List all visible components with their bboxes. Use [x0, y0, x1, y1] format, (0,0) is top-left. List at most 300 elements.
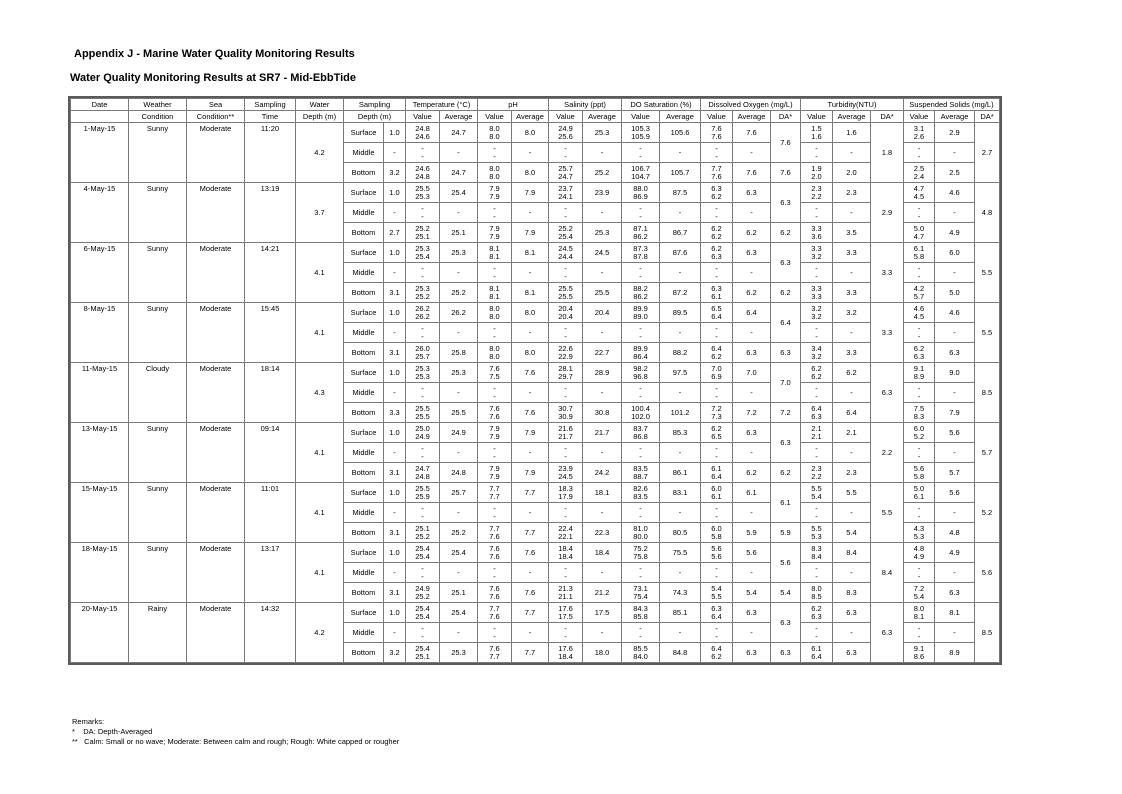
temperature-average-cell: 26.2	[440, 303, 478, 323]
turbidity-average-cell: 6.2	[833, 363, 871, 383]
ph-value-cell-reading: -	[493, 571, 496, 581]
depth-label-cell: Middle	[344, 503, 384, 523]
turbidity-value-cell-reading: 6.2	[811, 363, 822, 373]
salinity-value-cell-reading: 20.4	[558, 303, 573, 313]
do-saturation-average-cell: 75.5	[660, 543, 701, 563]
column-header: pH	[478, 99, 549, 111]
table-row	[71, 543, 1000, 563]
do-saturation-average-cell: 87.6	[660, 243, 701, 263]
ph-average-cell: 8.1	[512, 283, 549, 303]
do-saturation-value-cell-reading: 86.2	[633, 231, 648, 241]
ph-value-cell	[478, 483, 512, 503]
suspended-solids-value-cell-reading: 5.7	[913, 291, 925, 301]
turbidity-value-cell	[801, 163, 833, 183]
turbidity-value-cell-reading: -	[815, 211, 818, 221]
depth-label-cell: Surface	[344, 123, 384, 143]
suspended-solids-average-cell: 4.9	[935, 543, 975, 563]
suspended-solids-average-cell: 8.9	[935, 643, 975, 663]
salinity-value-cell-reading: -	[564, 623, 567, 633]
ph-value-cell	[478, 163, 512, 183]
suspended-solids-value-cell	[904, 323, 935, 343]
turbidity-value-cell-reading: -	[815, 331, 818, 341]
depth-label-cell: Surface	[344, 303, 384, 323]
dissolved-oxygen-value-cell-reading: 7.6	[711, 123, 722, 133]
sampling-depth-cell: 3.3	[384, 403, 406, 423]
sampling-depth-cell: 3.1	[384, 523, 406, 543]
do-saturation-value-cell-reading: 89.9	[633, 303, 648, 313]
suspended-solids-average-cell: -	[935, 503, 975, 523]
salinity-average-cell: -	[583, 323, 622, 343]
sea-condition-cell: Moderate	[187, 483, 245, 543]
temperature-value-cell	[406, 283, 440, 303]
temperature-value-cell-reading: 25.9	[415, 491, 430, 501]
suspended-solids-value-cell	[904, 563, 935, 583]
sea-condition-cell: Moderate	[187, 303, 245, 363]
do-saturation-value-cell-reading: 88.7	[633, 471, 648, 481]
water-depth-cell: 3.7	[296, 183, 344, 243]
turbidity-value-cell-reading: 3.2	[811, 251, 822, 261]
dissolved-oxygen-value-cell	[701, 543, 733, 563]
depth-label-cell: Bottom	[344, 463, 384, 483]
suspended-solids-value-cell-reading: -	[917, 271, 921, 281]
do-saturation-value-cell-reading: -	[639, 323, 642, 333]
do-saturation-average-cell: -	[660, 443, 701, 463]
salinity-value-cell-reading: 23.9	[558, 463, 573, 473]
depth-label-cell: Surface	[344, 363, 384, 383]
dissolved-oxygen-value-cell	[701, 603, 733, 623]
column-header: Suspended Solids (mg/L)	[904, 99, 1000, 111]
salinity-value-cell-reading: -	[564, 331, 567, 341]
depth-label-cell: Surface	[344, 243, 384, 263]
suspended-solids-average-cell: -	[935, 563, 975, 583]
ph-value-cell-reading: 7.5	[489, 371, 500, 381]
turbidity-value-cell-reading: 2.2	[811, 191, 822, 201]
salinity-value-cell	[549, 363, 583, 383]
ph-average-cell: 7.9	[512, 423, 549, 443]
dissolved-oxygen-da-bottom-cell: 7.2	[771, 403, 801, 423]
suspended-solids-value-cell-reading: 2.6	[913, 131, 925, 141]
suspended-solids-value-cell-reading: 7.2	[913, 583, 925, 593]
header-row	[71, 99, 1000, 111]
ph-value-cell-reading: 7.6	[489, 531, 500, 541]
weather-cell: Sunny	[129, 423, 187, 483]
ph-value-cell-reading: -	[493, 451, 496, 461]
dissolved-oxygen-value-cell	[701, 563, 733, 583]
salinity-value-cell-reading: 25.5	[558, 291, 573, 301]
depth-label-cell: Middle	[344, 383, 384, 403]
dissolved-oxygen-value-cell	[701, 283, 733, 303]
do-saturation-value-cell	[622, 643, 660, 663]
do-saturation-value-cell-reading: -	[639, 563, 642, 573]
ph-average-cell: 7.9	[512, 183, 549, 203]
do-saturation-value-cell	[622, 243, 660, 263]
temperature-value-cell-reading: -	[421, 451, 424, 461]
dissolved-oxygen-value-cell	[701, 443, 733, 463]
temperature-value-cell	[406, 603, 440, 623]
ph-value-cell-reading: 7.6	[489, 583, 500, 593]
temperature-average-cell: -	[440, 383, 478, 403]
turbidity-value-cell	[801, 563, 833, 583]
ph-value-cell	[478, 563, 512, 583]
suspended-solids-average-cell: 5.6	[935, 423, 975, 443]
salinity-value-cell-reading: -	[564, 511, 567, 521]
suspended-solids-average-cell: 5.7	[935, 463, 975, 483]
salinity-value-cell-reading: -	[564, 443, 567, 453]
dissolved-oxygen-da-cell: 7.0	[771, 363, 801, 403]
turbidity-value-cell	[801, 183, 833, 203]
temperature-value-cell	[406, 363, 440, 383]
ph-value-cell-reading: 7.9	[489, 471, 500, 481]
salinity-value-cell	[549, 303, 583, 323]
date-cell: 4-May-15	[71, 183, 129, 243]
suspended-solids-value-cell-reading: -	[917, 391, 921, 401]
water-depth-cell: 4.1	[296, 543, 344, 603]
suspended-solids-value-cell-reading: 5.8	[913, 251, 925, 261]
salinity-value-cell-reading: 17.5	[558, 611, 573, 621]
salinity-value-cell	[549, 463, 583, 483]
sampling-depth-cell: 3.1	[384, 283, 406, 303]
sampling-time-cell: 13:19	[245, 183, 296, 243]
salinity-value-cell	[549, 423, 583, 443]
column-subheader: Depth (m)	[296, 111, 344, 123]
suspended-solids-average-cell: -	[935, 623, 975, 643]
ph-average-cell: -	[512, 263, 549, 283]
do-saturation-value-cell-reading: 85.5	[633, 643, 648, 653]
turbidity-value-cell	[801, 403, 833, 423]
temperature-value-cell-reading: 25.4	[415, 551, 430, 561]
salinity-value-cell-reading: 24.7	[558, 171, 573, 181]
sea-condition-cell: Moderate	[187, 603, 245, 663]
table-row	[71, 363, 1000, 383]
temperature-value-cell-reading: 25.4	[415, 543, 430, 553]
ph-value-cell	[478, 323, 512, 343]
water-depth-cell: 4.2	[296, 603, 344, 663]
dissolved-oxygen-value-cell-reading: 6.4	[711, 643, 722, 653]
temperature-value-cell-reading: 25.3	[415, 363, 430, 373]
ph-average-cell: -	[512, 503, 549, 523]
do-saturation-value-cell-reading: 83.7	[633, 423, 648, 433]
temperature-value-cell	[406, 123, 440, 143]
suspended-solids-value-cell-reading: -	[917, 451, 921, 461]
ph-average-cell: -	[512, 623, 549, 643]
suspended-solids-average-cell: 4.6	[935, 183, 975, 203]
salinity-average-cell: 25.3	[583, 123, 622, 143]
ph-value-cell-reading: -	[493, 383, 496, 393]
turbidity-value-cell-reading: 3.3	[811, 283, 822, 293]
suspended-solids-da-cell: 8.5	[975, 363, 1000, 423]
suspended-solids-value-cell	[904, 143, 935, 163]
salinity-value-cell	[549, 163, 583, 183]
sampling-time-cell: 11:20	[245, 123, 296, 183]
salinity-value-cell	[549, 383, 583, 403]
do-saturation-value-cell	[622, 423, 660, 443]
salinity-average-cell: -	[583, 263, 622, 283]
ph-value-cell-reading: -	[493, 503, 496, 513]
salinity-value-cell-reading: -	[564, 203, 567, 213]
dissolved-oxygen-average-cell: 5.6	[733, 543, 771, 563]
salinity-average-cell: 18.4	[583, 543, 622, 563]
turbidity-value-cell	[801, 243, 833, 263]
dissolved-oxygen-value-cell	[701, 363, 733, 383]
dissolved-oxygen-value-cell	[701, 403, 733, 423]
temperature-value-cell	[406, 623, 440, 643]
ph-value-cell-reading: 7.9	[489, 231, 500, 241]
temperature-value-cell-reading: -	[421, 623, 424, 633]
sampling-depth-cell: 1.0	[384, 603, 406, 623]
dissolved-oxygen-da-bottom-cell: 6.3	[771, 343, 801, 363]
temperature-value-cell-reading: -	[421, 631, 424, 641]
suspended-solids-value-cell	[904, 463, 935, 483]
salinity-value-cell-reading: 17.6	[558, 643, 573, 653]
dissolved-oxygen-value-cell-reading: 6.2	[711, 231, 722, 241]
ph-value-cell-reading: 7.7	[489, 483, 500, 493]
dissolved-oxygen-average-cell: -	[733, 443, 771, 463]
turbidity-value-cell	[801, 263, 833, 283]
ph-average-cell: 8.1	[512, 243, 549, 263]
depth-label-cell: Middle	[344, 623, 384, 643]
dissolved-oxygen-average-cell: 6.3	[733, 603, 771, 623]
temperature-average-cell: 24.8	[440, 463, 478, 483]
temperature-value-cell-reading: 25.7	[415, 351, 430, 361]
dissolved-oxygen-value-cell-reading: 6.1	[711, 291, 722, 301]
do-saturation-value-cell	[622, 163, 660, 183]
dissolved-oxygen-value-cell-reading: 5.5	[711, 591, 722, 601]
temperature-average-cell: -	[440, 443, 478, 463]
ph-average-cell: 7.6	[512, 403, 549, 423]
appendix-title: Appendix J - Marine Water Quality Monitoring Results	[74, 48, 355, 60]
suspended-solids-value-cell-reading: 4.3	[913, 523, 925, 533]
dissolved-oxygen-da-cell: 5.6	[771, 543, 801, 583]
temperature-value-cell-reading: -	[421, 211, 424, 221]
turbidity-value-cell-reading: 5.4	[811, 491, 822, 501]
temperature-average-cell: 25.7	[440, 483, 478, 503]
salinity-value-cell-reading: -	[564, 571, 567, 581]
salinity-value-cell-reading: -	[564, 451, 567, 461]
suspended-solids-value-cell-reading: 6.1	[913, 491, 925, 501]
table-row	[71, 123, 1000, 143]
dissolved-oxygen-value-cell-reading: 6.2	[711, 423, 722, 433]
ph-value-cell-reading: 8.1	[489, 291, 500, 301]
salinity-average-cell: 21.2	[583, 583, 622, 603]
turbidity-value-cell-reading: -	[815, 383, 818, 393]
dissolved-oxygen-value-cell-reading: 5.4	[711, 583, 722, 593]
dissolved-oxygen-value-cell	[701, 463, 733, 483]
do-saturation-average-cell: -	[660, 503, 701, 523]
salinity-value-cell-reading: 24.9	[558, 123, 573, 133]
turbidity-da-cell: 6.3	[871, 603, 904, 663]
weather-cell: Sunny	[129, 243, 187, 303]
ph-value-cell	[478, 643, 512, 663]
dissolved-oxygen-value-cell-reading: -	[715, 263, 718, 273]
dissolved-oxygen-da-cell: 6.1	[771, 483, 801, 523]
do-saturation-value-cell-reading: 87.1	[633, 223, 648, 233]
ph-value-cell-reading: -	[493, 631, 496, 641]
ph-average-cell: 7.7	[512, 603, 549, 623]
column-subheader: Time	[245, 111, 296, 123]
suspended-solids-value-cell	[904, 203, 935, 223]
dissolved-oxygen-average-cell: -	[733, 563, 771, 583]
suspended-solids-average-cell: 5.6	[935, 483, 975, 503]
column-header: Sampling	[344, 99, 406, 111]
salinity-value-cell-reading: 20.4	[558, 311, 573, 321]
ph-value-cell-reading: -	[493, 271, 496, 281]
turbidity-da-cell: 5.5	[871, 483, 904, 543]
turbidity-value-cell	[801, 123, 833, 143]
turbidity-average-cell: 2.1	[833, 423, 871, 443]
do-saturation-average-cell: 105.6	[660, 123, 701, 143]
dissolved-oxygen-value-cell-reading: 6.2	[711, 223, 722, 233]
turbidity-average-cell: -	[833, 563, 871, 583]
suspended-solids-value-cell-reading: 6.2	[913, 343, 925, 353]
ph-average-cell: 7.6	[512, 543, 549, 563]
water-depth-cell: 4.2	[296, 123, 344, 183]
suspended-solids-value-cell-reading: -	[917, 563, 921, 573]
do-saturation-value-cell-reading: 86.9	[633, 191, 648, 201]
column-header: Sampling	[245, 99, 296, 111]
dissolved-oxygen-average-cell: 6.3	[733, 423, 771, 443]
sampling-depth-cell: -	[384, 383, 406, 403]
salinity-value-cell	[549, 263, 583, 283]
do-saturation-average-cell: -	[660, 623, 701, 643]
temperature-value-cell-reading: 26.2	[415, 311, 430, 321]
do-saturation-value-cell	[622, 323, 660, 343]
do-saturation-value-cell	[622, 283, 660, 303]
dissolved-oxygen-value-cell-reading: 6.4	[711, 311, 722, 321]
temperature-value-cell	[406, 323, 440, 343]
temperature-value-cell-reading: 25.5	[415, 403, 430, 413]
suspended-solids-value-cell-reading: 4.9	[913, 551, 925, 561]
dissolved-oxygen-value-cell-reading: -	[715, 203, 718, 213]
sampling-depth-cell: -	[384, 203, 406, 223]
do-saturation-average-cell: 85.1	[660, 603, 701, 623]
salinity-average-cell: -	[583, 443, 622, 463]
ph-value-cell	[478, 223, 512, 243]
temperature-value-cell	[406, 143, 440, 163]
turbidity-value-cell-reading: -	[815, 263, 818, 273]
do-saturation-value-cell-reading: 104.7	[631, 171, 650, 181]
suspended-solids-value-cell-reading: -	[917, 383, 921, 393]
depth-label-cell: Bottom	[344, 223, 384, 243]
turbidity-average-cell: 5.5	[833, 483, 871, 503]
turbidity-average-cell: 1.6	[833, 123, 871, 143]
suspended-solids-value-cell-reading: 4.2	[913, 283, 925, 293]
dissolved-oxygen-da-cell: 6.3	[771, 183, 801, 223]
turbidity-da-cell: 6.3	[871, 363, 904, 423]
sampling-time-cell: 15:45	[245, 303, 296, 363]
temperature-value-cell-reading: -	[421, 391, 424, 401]
turbidity-value-cell	[801, 643, 833, 663]
temperature-value-cell	[406, 503, 440, 523]
ph-average-cell: 7.9	[512, 463, 549, 483]
dissolved-oxygen-value-cell-reading: -	[715, 211, 718, 221]
depth-label-cell: Middle	[344, 323, 384, 343]
column-subheader: Value	[622, 111, 660, 123]
do-saturation-value-cell	[622, 603, 660, 623]
do-saturation-value-cell	[622, 523, 660, 543]
column-subheader: Average	[660, 111, 701, 123]
temperature-value-cell	[406, 563, 440, 583]
dissolved-oxygen-average-cell: 6.4	[733, 303, 771, 323]
column-subheader: Average	[512, 111, 549, 123]
dissolved-oxygen-value-cell-reading: -	[715, 151, 718, 161]
turbidity-average-cell: -	[833, 143, 871, 163]
suspended-solids-value-cell	[904, 163, 935, 183]
suspended-solids-value-cell-reading: 5.6	[913, 463, 925, 473]
dissolved-oxygen-value-cell-reading: 6.5	[711, 303, 722, 313]
dissolved-oxygen-value-cell	[701, 223, 733, 243]
depth-label-cell: Middle	[344, 203, 384, 223]
temperature-value-cell	[406, 243, 440, 263]
suspended-solids-average-cell: -	[935, 263, 975, 283]
turbidity-value-cell-reading: 3.4	[811, 343, 822, 353]
column-subheader: Value	[406, 111, 440, 123]
temperature-value-cell-reading: -	[421, 443, 424, 453]
turbidity-average-cell: 8.3	[833, 583, 871, 603]
do-saturation-average-cell: -	[660, 323, 701, 343]
do-saturation-average-cell: 101.2	[660, 403, 701, 423]
turbidity-value-cell-reading: 2.3	[811, 183, 822, 193]
do-saturation-value-cell	[622, 463, 660, 483]
suspended-solids-value-cell-reading: 5.4	[913, 591, 925, 601]
ph-average-cell: -	[512, 323, 549, 343]
temperature-value-cell-reading: 25.2	[415, 223, 430, 233]
salinity-average-cell: -	[583, 503, 622, 523]
suspended-solids-average-cell: -	[935, 443, 975, 463]
do-saturation-value-cell	[622, 263, 660, 283]
turbidity-value-cell	[801, 343, 833, 363]
salinity-value-cell	[549, 283, 583, 303]
dissolved-oxygen-average-cell: -	[733, 263, 771, 283]
ph-average-cell: 7.7	[512, 643, 549, 663]
do-saturation-value-cell-reading: 87.3	[633, 243, 648, 253]
salinity-average-cell: 25.2	[583, 163, 622, 183]
dissolved-oxygen-da-bottom-cell: 7.6	[771, 163, 801, 183]
suspended-solids-average-cell: 6.3	[935, 583, 975, 603]
dissolved-oxygen-da-bottom-cell: 6.3	[771, 643, 801, 663]
do-saturation-value-cell-reading: 81.0	[633, 523, 648, 533]
salinity-value-cell	[549, 523, 583, 543]
temperature-value-cell-reading: -	[421, 263, 424, 273]
temperature-value-cell-reading: 25.2	[415, 531, 430, 541]
ph-value-cell	[478, 203, 512, 223]
turbidity-value-cell-reading: 1.5	[811, 123, 822, 133]
dissolved-oxygen-value-cell-reading: -	[715, 443, 718, 453]
dissolved-oxygen-value-cell-reading: 6.4	[711, 471, 722, 481]
ph-value-cell-reading: 8.1	[489, 243, 500, 253]
suspended-solids-value-cell-reading: -	[917, 323, 921, 333]
suspended-solids-average-cell: 4.6	[935, 303, 975, 323]
ph-value-cell-reading: -	[493, 211, 496, 221]
suspended-solids-value-cell-reading: 2.5	[913, 163, 925, 173]
salinity-average-cell: 23.9	[583, 183, 622, 203]
temperature-value-cell	[406, 403, 440, 423]
turbidity-value-cell	[801, 603, 833, 623]
temperature-value-cell	[406, 543, 440, 563]
temperature-value-cell-reading: -	[421, 271, 424, 281]
turbidity-da-cell: 8.4	[871, 543, 904, 603]
suspended-solids-value-cell-reading: 6.1	[913, 243, 925, 253]
turbidity-value-cell-reading: -	[815, 631, 818, 641]
temperature-value-cell-reading: -	[421, 511, 424, 521]
suspended-solids-average-cell: 2.9	[935, 123, 975, 143]
weather-cell: Rainy	[129, 603, 187, 663]
dissolved-oxygen-average-cell: -	[733, 503, 771, 523]
ph-value-cell	[478, 343, 512, 363]
turbidity-average-cell: 3.2	[833, 303, 871, 323]
suspended-solids-da-cell: 5.2	[975, 483, 1000, 543]
turbidity-value-cell-reading: -	[815, 443, 818, 453]
do-saturation-average-cell: 85.3	[660, 423, 701, 443]
